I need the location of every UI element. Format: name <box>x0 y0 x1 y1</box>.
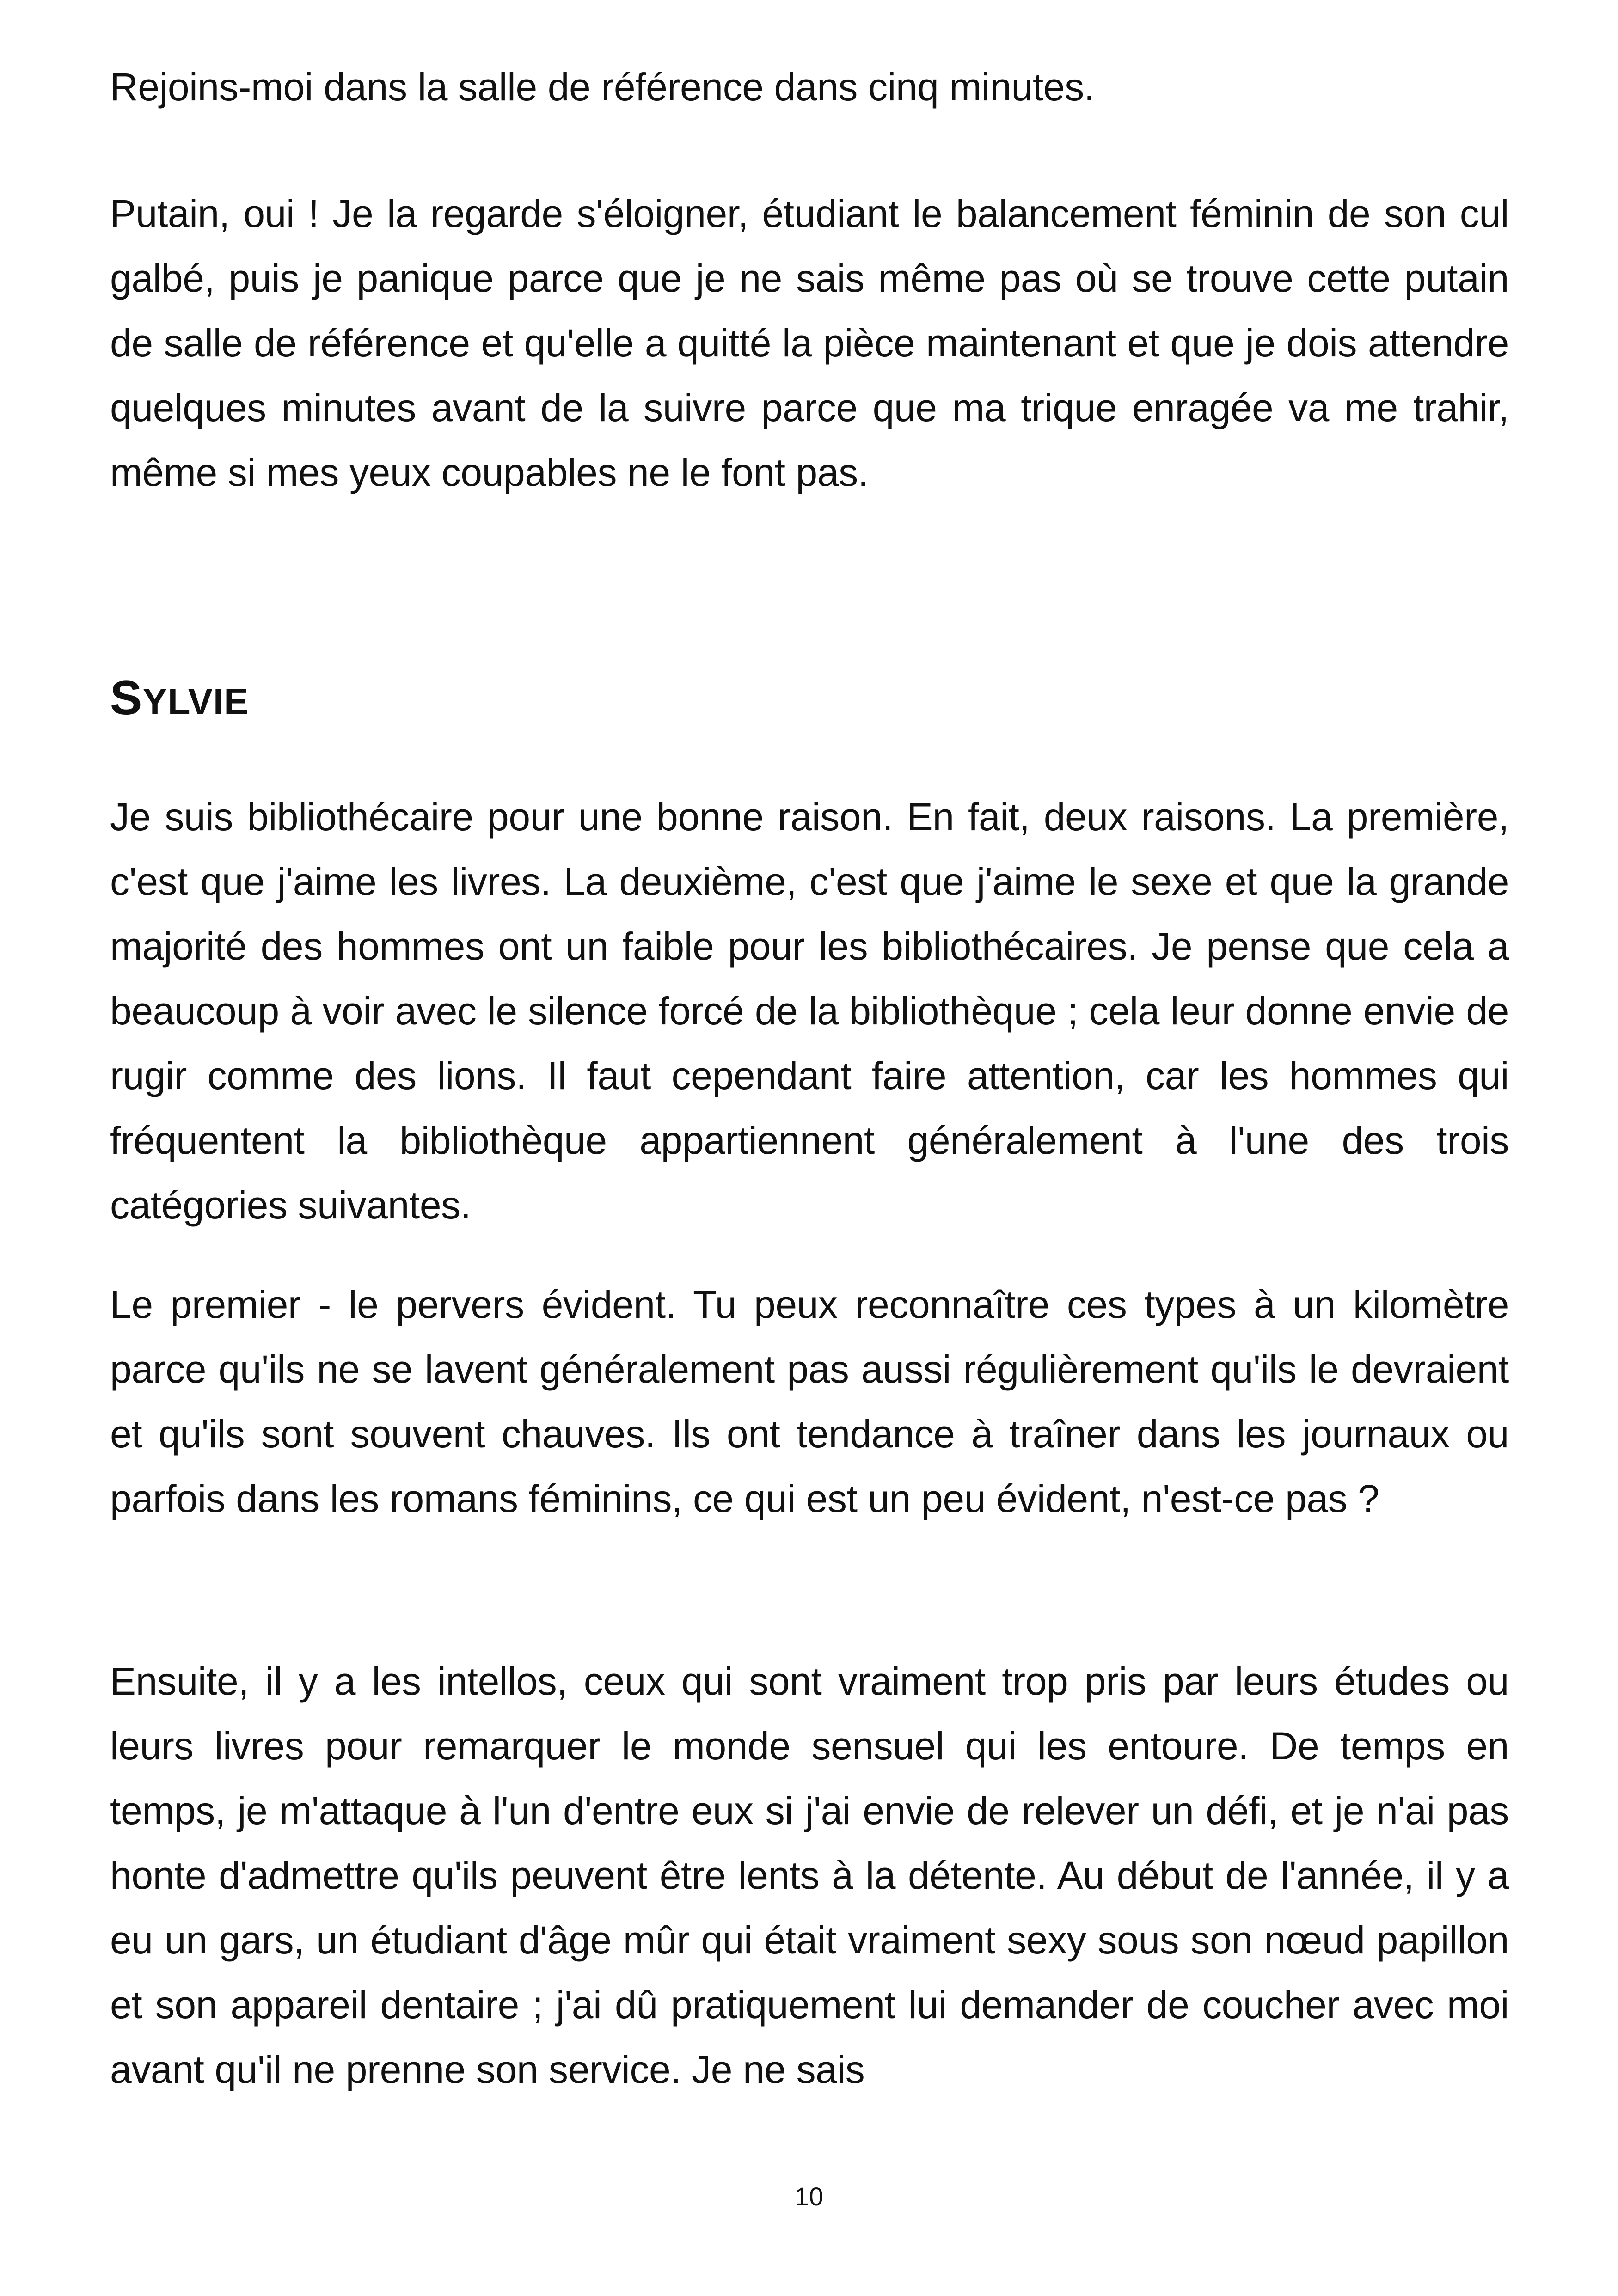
paragraph-1: Rejoins-moi dans la salle de référence dans cinq minutes. <box>110 65 1095 109</box>
page-number: 10 <box>794 2182 824 2211</box>
paragraph-4: Le premier - le pervers évident. Tu peux reconnaître ces types à un kilomètre parce qu'ils ne se lavent généralement pas aussi régulièrement qu'ils le devraient et qu'ils sont souvent chauves. Ils ont tendance à traîner dans les journaux ou parfois dans les romans féminins, ce qui est un peu évident, n'est-ce pas ? <box>110 1283 1509 1520</box>
section-text-block-2 <box>110 1272 1509 1531</box>
top-text-block-2 <box>110 181 1509 505</box>
section-text-block-3 <box>110 1649 1509 2102</box>
paragraph-5: Ensuite, il y a les intellos, ceux qui sont vraiment trop pris par leurs études ou leurs livres pour remarquer le monde sensuel qui les entoure. De temps en temps, je m'attaque à l'un d'entre eux si j'ai envie de relever un défi, et je n'ai pas honte d'admettre qu'ils peuvent être lents à la détente. Au début de l'année, il y a eu un gars, un étudiant d'âge mûr qui était vraiment sexy sous son nœud papillon et son appareil dentaire ; j'ai dû pratiquement lui demander de coucher avec moi avant qu'il ne prenne son service. Je ne sais <box>110 1659 1509 2091</box>
paragraph-2: Putain, oui ! Je la regarde s'éloigner, étudiant le balancement féminin de son cul galbé, puis je panique parce que je ne sais même pas où se trouve cette putain de salle de référence et qu'elle a quitté la pièce maintenant et que je dois attendre quelques minutes avant de la suivre parce que ma trique enragée va me trahir, même si mes yeux coupables ne le font pas. <box>110 192 1509 494</box>
section-heading-initial: S <box>110 671 143 725</box>
section-heading <box>110 666 249 734</box>
section-text-block-1 <box>110 784 1509 1237</box>
section-heading-rest: YLVIE <box>142 681 249 722</box>
top-text-block <box>110 55 1509 119</box>
paragraph-3: Je suis bibliothécaire pour une bonne raison. En fait, deux raisons. La première, c'est que j'aime les livres. La deuxième, c'est que j'aime le sexe et que la grande majorité des hommes ont un faible pour les bibliothécaires. Je pense que cela a beaucoup à voir avec le silence forcé de la bibliothèque ; cela leur donne envie de rugir comme des lions. Il faut cependant faire attention, car les hommes qui fréquentent la bibliothèque appartiennent généralement à l'une des trois catégories suivantes. <box>110 795 1509 1227</box>
